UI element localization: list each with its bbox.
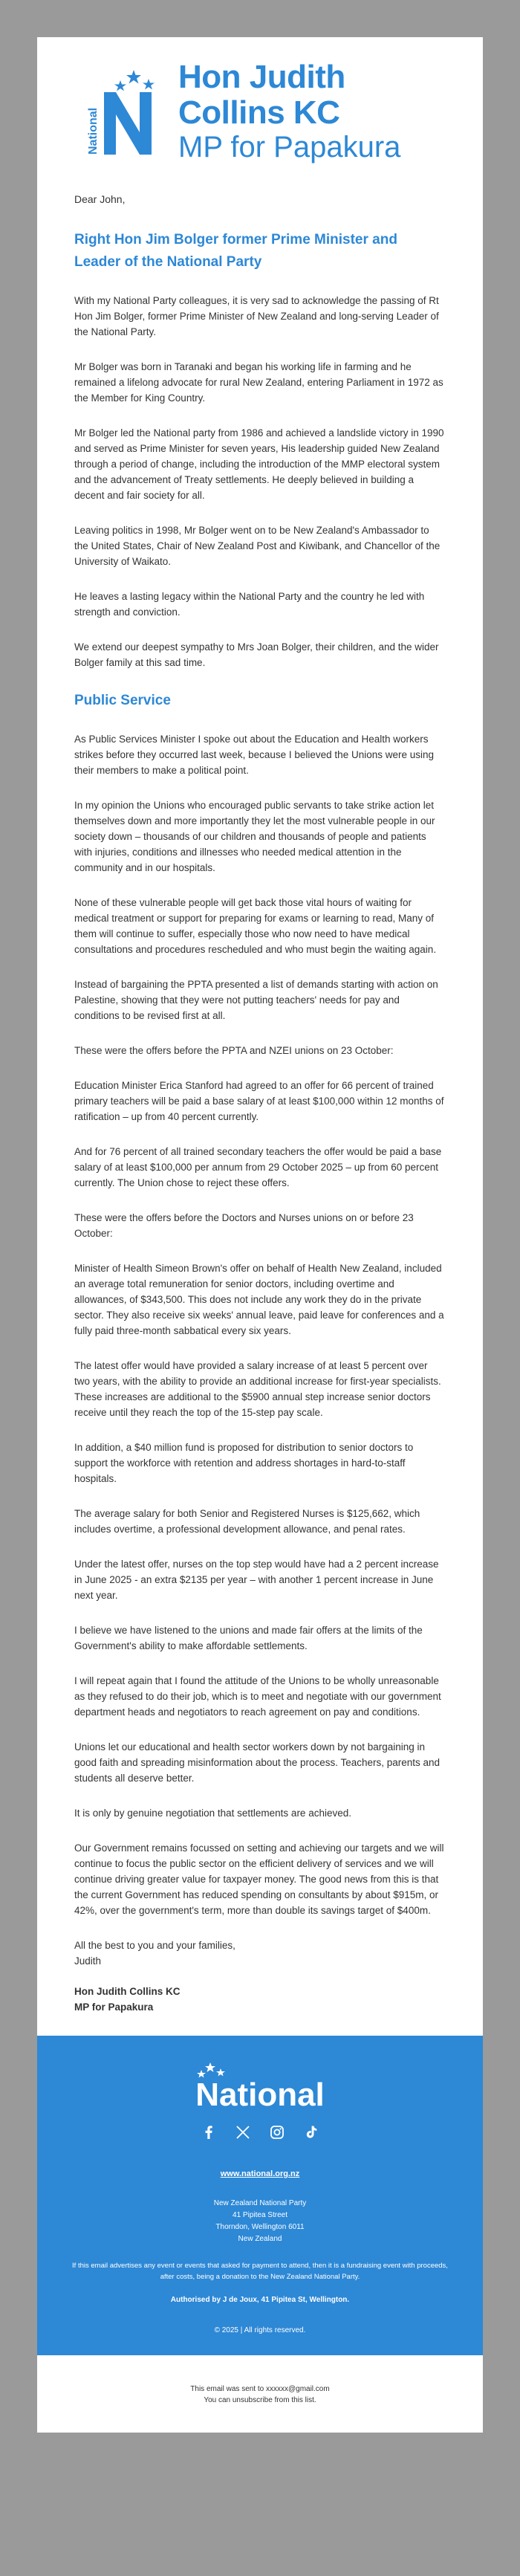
email-card bbox=[37, 37, 483, 2036]
paragraph: As Public Services Minister I spoke out about the Education and Health workers strikes before they occurred last week, because I believed the Unions were using their members to make a political point. bbox=[74, 734, 435, 776]
paragraph: Our Government remains focussed on setting and achieving our targets and we will continue to focus the public sector on the efficient delivery of services and we will continue driving greater value for taxpayer money. The good news from this is that the current Government has reduced spending on consultants by about $915m, or 42%, over the government's term, more than double its savings target of $400m. bbox=[74, 1842, 444, 1916]
paragraph: It is only by genuine negotiation that settlements are achieved. bbox=[74, 1808, 351, 1819]
address-line: New Zealand National Party bbox=[213, 2199, 307, 2207]
instagram-icon[interactable] bbox=[270, 2125, 285, 2140]
unsubscribe-link[interactable]: You can unsubscribe from this list. bbox=[204, 2396, 316, 2404]
paragraph: With my National Party colleagues, it is very sad to acknowledge the passing of Rt Hon Jim Bolger, former Prime Minister of New Zealand and long-serving Leader of the National Party. bbox=[74, 295, 439, 337]
paragraph: Education Minister Erica Stanford had agreed to an offer for 66 percent of trained primary teachers will be paid a base salary of at least $100,000 within 12 months of ratification – up from 40 percent currently. bbox=[74, 1080, 444, 1122]
section-public-service-body bbox=[74, 731, 446, 1918]
sent-to-text: This email was sent to xxxxxx@gmail.com bbox=[190, 2385, 330, 2393]
paragraph: And for 76 percent of all trained secondary teachers the offer would be paid a base salary of at least $100,000 per annum from 29 October 2025 – up from 60 percent currently. The Union chose to reject these offers. bbox=[74, 1146, 442, 1188]
paragraph: Under the latest offer, nurses on the top step would have had a 2 percent increase in June 2025 - an extra $2135 per year – with another 1 percent increase in June next year. bbox=[74, 1559, 439, 1601]
tiktok-icon[interactable] bbox=[304, 2125, 319, 2140]
address-line: 41 Pipitea Street bbox=[233, 2211, 287, 2219]
signoff bbox=[74, 1938, 446, 2015]
authorisation-statement: Authorised by J de Joux, 41 Pipitea St, Wellington. bbox=[170, 2296, 350, 2304]
masthead-text bbox=[178, 59, 446, 164]
social-links bbox=[67, 2125, 453, 2140]
logo-text: National bbox=[87, 107, 100, 155]
paragraph: Unions let our educational and health sector workers down by not bargaining in good faith and spreading misinformation about the process. Teachers, parents and students all deserve better. bbox=[74, 1741, 441, 1784]
address-line: Thorndon, Wellington 6011 bbox=[215, 2223, 305, 2231]
copyright: © 2025 | All rights reserved. bbox=[214, 2326, 306, 2334]
paragraph: We extend our deepest sympathy to Mrs Joan Bolger, their children, and the wider Bolger family at this sad time. bbox=[74, 641, 439, 668]
masthead bbox=[74, 59, 446, 164]
paragraph: The latest offer would have provided a salary increase of at least 5 percent over two years, with the ability to provide an additional increase for first-year specialists. These increases are additional to the $5900 annual step increase senior doctors receive until they reach the top of the 15-step pay scale. bbox=[74, 1360, 441, 1418]
postal-address bbox=[67, 2198, 453, 2245]
paragraph: Mr Bolger led the National party from 1986 and achieved a landslide victory in 1990 and served as Prime Minister for seven years, His leadership guided New Zealand through a period of change, including the introduction of the MMP electoral system and the advancement of Treaty settlements. He deeply believed in building a decent and fair society for all. bbox=[74, 427, 444, 501]
fundraising-disclaimer: If this email advertises any event or events that asked for payment to attend, then it is a fundraising event with proceeds, after costs, being a donation to the New Zealand National Party. bbox=[72, 2262, 448, 2281]
paragraph: In my opinion the Unions who encouraged public servants to take strike action let themselves down and more importantly they let the most vulnerable people in our society down – thousands of our children and thousands of people and patients with injuries, conditions and illnesses who needed medical attention in the community and in our hospitals. bbox=[74, 800, 435, 873]
address-line: New Zealand bbox=[238, 2235, 282, 2243]
facebook-icon[interactable] bbox=[201, 2125, 216, 2140]
mp-name: Hon Judith Collins KC bbox=[178, 59, 345, 131]
signature-block bbox=[74, 1984, 446, 2015]
paragraph: The average salary for both Senior and Registered Nurses is $125,662, which includes overtime, a professional development allowance, and penal rates. bbox=[74, 1508, 420, 1535]
website-link[interactable]: www.national.org.nz bbox=[220, 2169, 300, 2178]
paragraph: Instead of bargaining the PPTA presented a list of demands starting with action on Palestine, showing that they were not putting teachers' needs for pay and conditions to be revised first at all. bbox=[74, 979, 438, 1021]
paragraph: Leaving politics in 1998, Mr Bolger went on to be New Zealand's Ambassador to the United States, Chair of New Zealand Post and Kiwibank, and Chancellor of the University of Waikato. bbox=[74, 525, 441, 567]
signoff-line: All the best to you and your families, bbox=[74, 1940, 235, 1951]
greeting: Dear John, bbox=[74, 193, 126, 205]
section-title-bolger: Right Hon Jim Bolger former Prime Minister and Leader of the National Party bbox=[74, 232, 397, 270]
paragraph: None of these vulnerable people will get back those vital hours of waiting for medical treatment or support for preparing for exams or learning to read, Many of them will continue to suffer, especially those who now need to have medical consultations and procedures rescheduled and who must begin the waiting again. bbox=[74, 897, 437, 955]
paragraph: Minister of Health Simeon Brown's offer on behalf of Health New Zealand, included an average total remuneration for senior doctors, including overtime and allowances, of $343,500. This does not include any work they do in the private sector. They also receive six weeks' annual leave, paid leave for conferences and a fully paid three-month sabbatical every six years. bbox=[74, 1263, 444, 1336]
mp-role: MP for Papakura bbox=[178, 131, 401, 164]
national-n-logo-icon bbox=[74, 67, 171, 156]
footer bbox=[37, 2036, 483, 2355]
section-bolger-body bbox=[74, 293, 446, 670]
signoff-firstname: Judith bbox=[74, 1955, 102, 1967]
paragraph: These were the offers before the PPTA and NZEI unions on 23 October: bbox=[74, 1045, 394, 1056]
x-twitter-icon[interactable] bbox=[235, 2125, 250, 2140]
paragraph: I believe we have listened to the unions and made fair offers at the limits of the Government's ability to make affordable settlements. bbox=[74, 1625, 423, 1651]
paragraph: I will repeat again that I found the attitude of the Unions to be wholly unreasonable as they refused to do their job, which is to meet and negotiate with our government department heads and negotiators to reach agreement on pay and conditions. bbox=[74, 1675, 441, 1718]
footer-logo-text: National bbox=[195, 2077, 325, 2110]
paragraph: These were the offers before the Doctors and Nurses unions on or before 23 October: bbox=[74, 1212, 414, 1239]
signature-name: Hon Judith Collins KC bbox=[74, 1986, 181, 1997]
section-title-public-service: Public Service bbox=[74, 693, 171, 708]
national-wordmark-logo bbox=[167, 2061, 353, 2110]
paragraph: In addition, a $40 million fund is proposed for distribution to senior doctors to support the workforce with retention and address shortages in hard-to-staff hospitals. bbox=[74, 1442, 414, 1484]
signature-role: MP for Papakura bbox=[74, 2001, 154, 2013]
email-wrapper bbox=[37, 0, 483, 2433]
paragraph: Mr Bolger was born in Taranaki and began his working life in farming and he remained a lifelong advocate for rural New Zealand, entering Parliament in 1972 as the Member for King Country. bbox=[74, 361, 443, 404]
paragraph: He leaves a lasting legacy within the National Party and the country he led with strength and conviction. bbox=[74, 591, 425, 618]
unsubscribe-notice bbox=[37, 2355, 483, 2433]
